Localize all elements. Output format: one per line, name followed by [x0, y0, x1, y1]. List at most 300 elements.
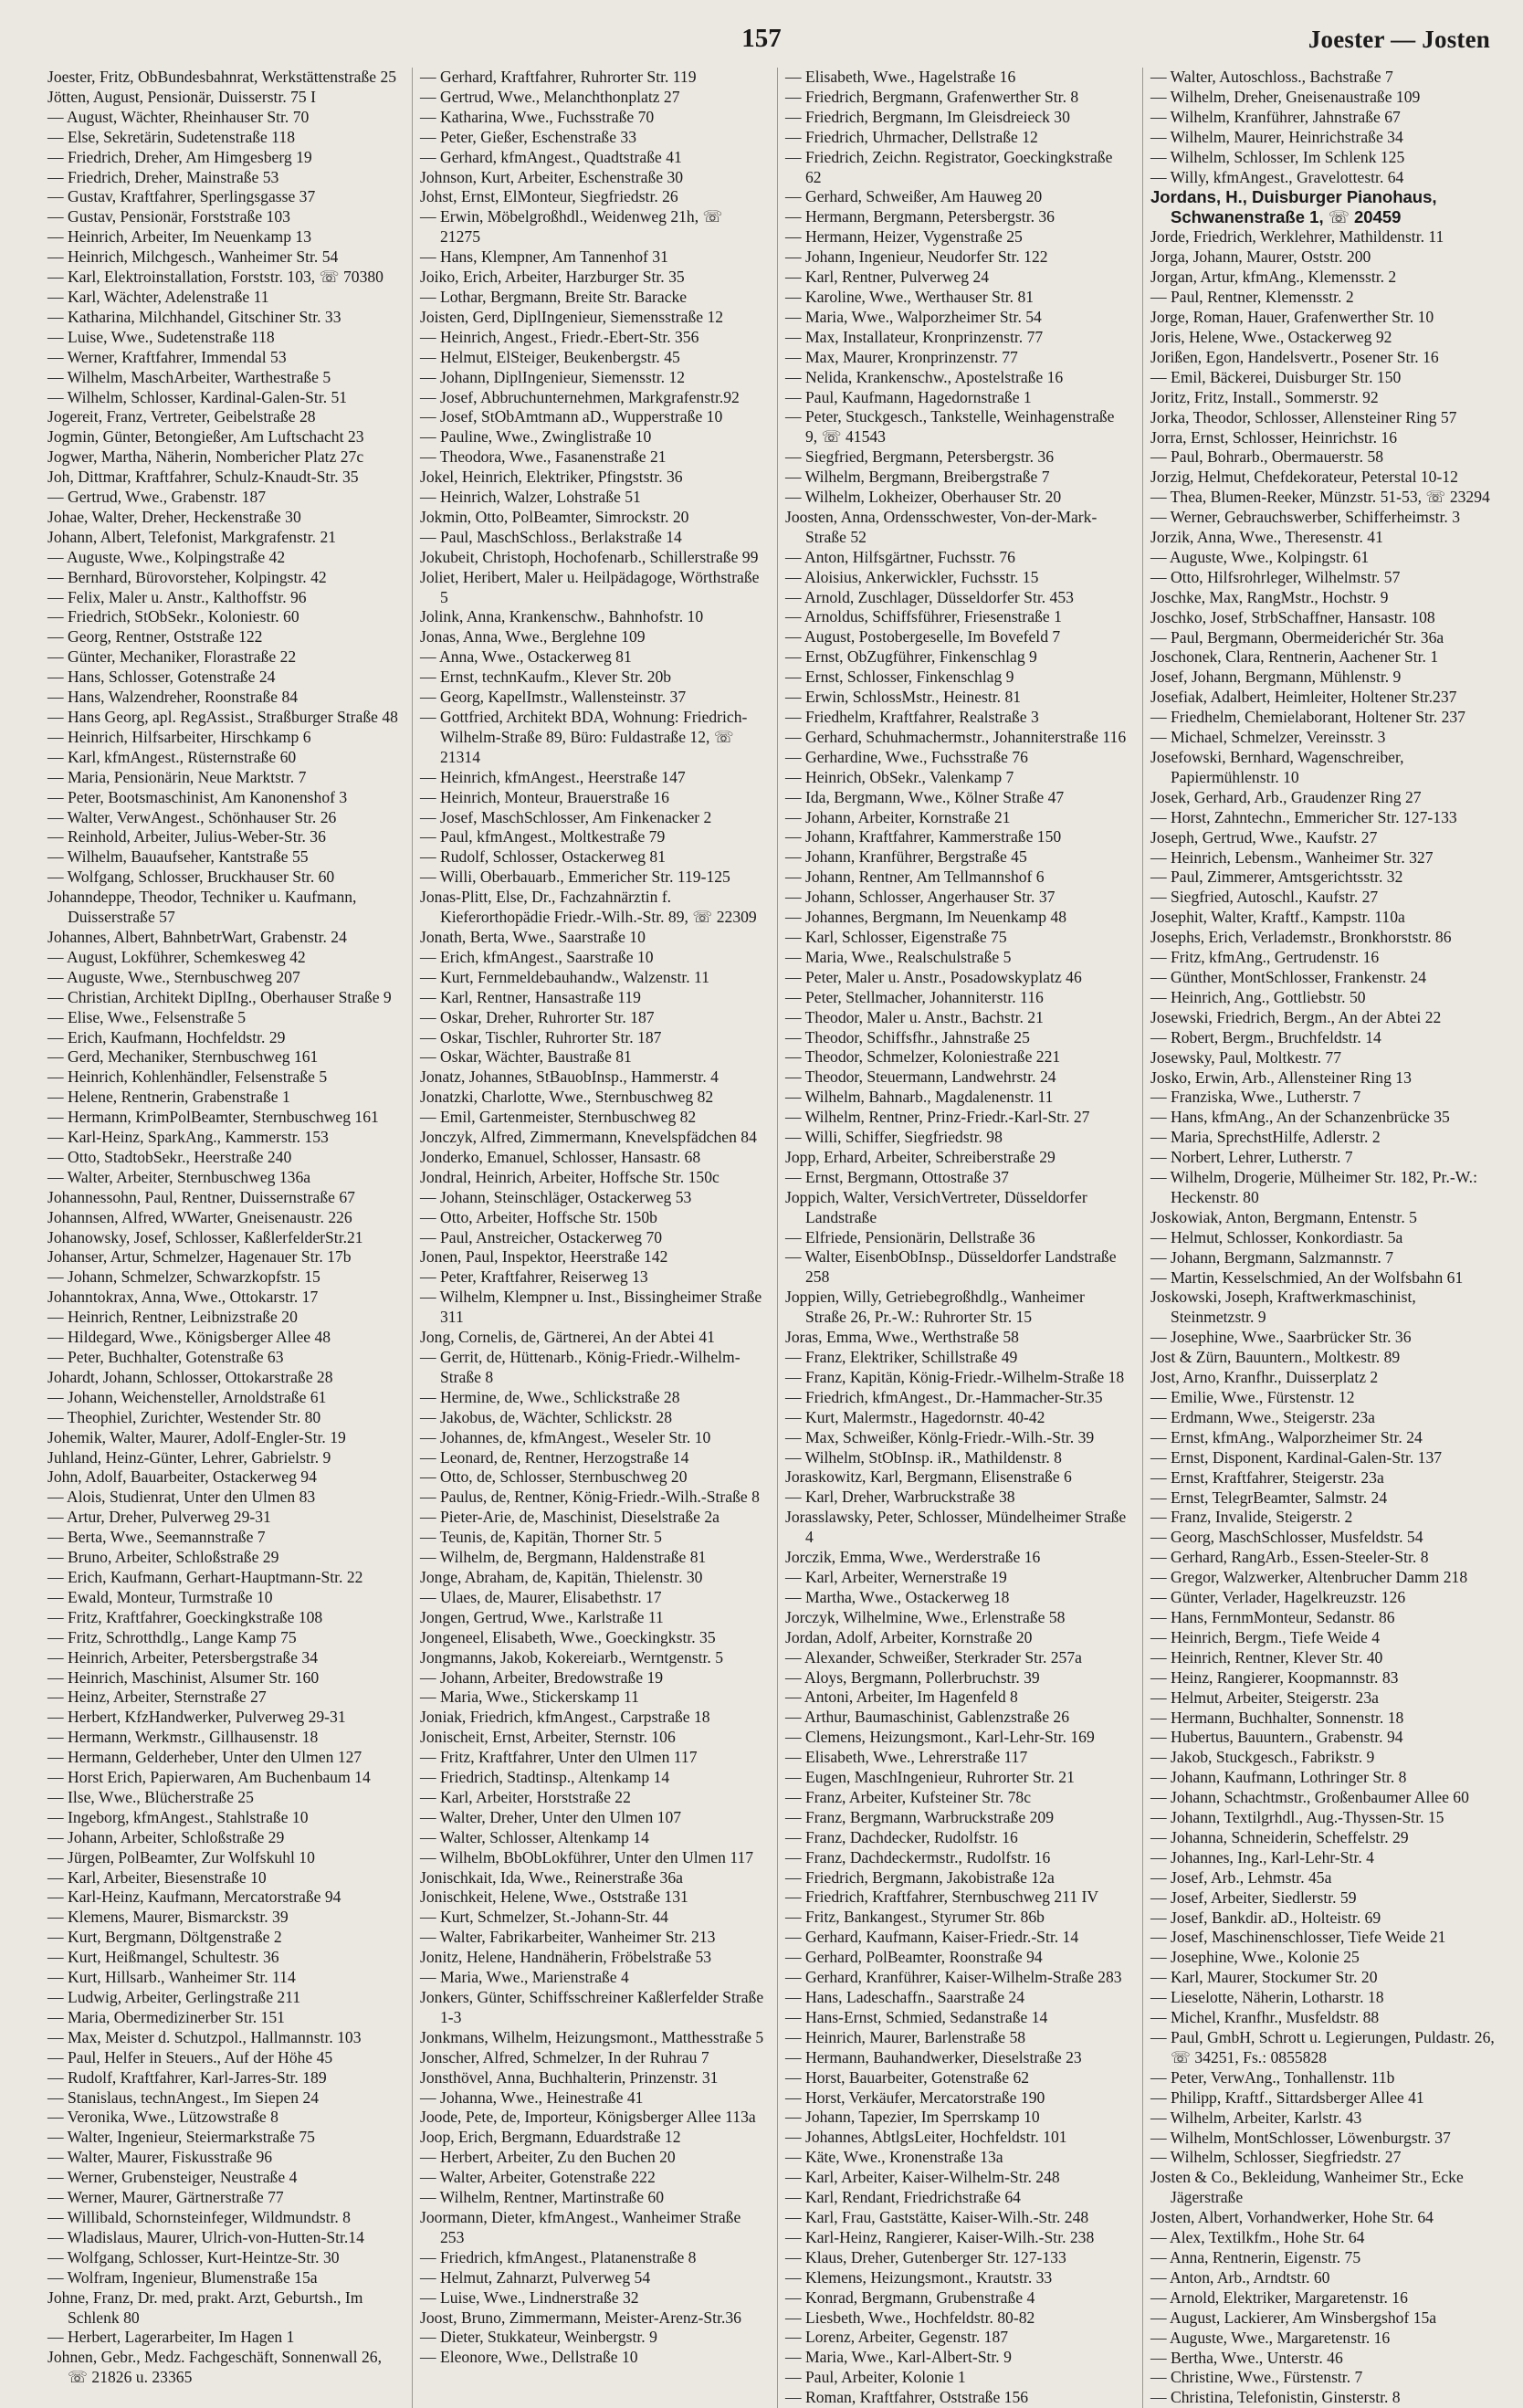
- directory-entry: — Anton, Hilfsgärtner, Fuchsstr. 76: [785, 547, 1015, 566]
- directory-entry: — Leonard, de, Rentner, Herzogstraße 14: [420, 1447, 689, 1467]
- directory-entry: — Hermann, Buchhalter, Sonnenstr. 18: [1150, 1708, 1404, 1727]
- directory-entry: Jonsthövel, Anna, Buchhalterin, Prinzenstr. 31: [420, 2067, 719, 2087]
- advertisement-entry: Jordans, H., Duisburger Pianohaus, Schwanenstraße 1, ☏ 20459: [1150, 187, 1437, 227]
- directory-entry: Jogwer, Martha, Näherin, Nombericher Platz 27c: [47, 447, 364, 467]
- directory-entry: — Luise, Wwe., Sudetenstraße 118: [47, 327, 275, 346]
- directory-entry: — Günter, Verlader, Hagelkreuzstr. 126: [1150, 1588, 1406, 1607]
- directory-entry: Jonischkeit, Helene, Wwe., Oststraße 131: [420, 1887, 688, 1907]
- directory-entry: John, Adolf, Bauarbeiter, Ostackerweg 94: [47, 1467, 317, 1487]
- directory-entry: — Friedrich, Kraftfahrer, Sternbuschweg 211 IV: [785, 1887, 1099, 1907]
- directory-entry: Jonischeit, Ernst, Arbeiter, Sternstr. 106: [420, 1728, 676, 1747]
- directory-entry: Josefiak, Adalbert, Heimleiter, Holtener Str.237: [1150, 688, 1457, 707]
- directory-entry: — Johann, Arbeiter, Bredowstraße 19: [420, 1667, 664, 1687]
- directory-entry: — Michael, Schmelzer, Vereinsstr. 3: [1150, 728, 1386, 747]
- directory-entry: — Ernst, technKaufm., Klever Str. 20b: [420, 668, 672, 687]
- directory-entry: — Josephine, Wwe., Kolonie 25: [1150, 1948, 1360, 1967]
- directory-entry: — Karl, Frau, Gaststätte, Kaiser-Wilh.-Str. 248: [785, 2207, 1089, 2226]
- directory-entry: — Else, Sekretärin, Sudetenstraße 118: [47, 127, 296, 146]
- directory-entry: — Fritz, Kraftfahrer, Goeckingkstraße 108: [47, 1607, 323, 1626]
- directory-entry: Joliet, Heribert, Maler u. Heilpädagoge, Wörthstraße 5: [420, 567, 760, 606]
- directory-entry: — Anton, Arb., Arndtstr. 60: [1150, 2267, 1330, 2287]
- page-number: 157: [741, 24, 782, 53]
- directory-entry: — Gerhard, Schuhmachermstr., Johanniterstraße 116: [785, 727, 1127, 746]
- directory-entry: — Alex, Textilkfm., Hohe Str. 64: [1150, 2228, 1365, 2247]
- directory-entry: — Wilhelm, Maurer, Heinrichstraße 34: [1150, 127, 1403, 146]
- directory-columns: [47, 68, 1495, 2408]
- directory-entry: — August, Lackierer, Am Winsbergshof 15a: [1150, 2308, 1437, 2327]
- directory-entry: — Klaus, Dreher, Gutenberger Str. 127-133: [785, 2247, 1066, 2266]
- directory-entry: — Karl, Maurer, Stockumer Str. 20: [1150, 1968, 1378, 1987]
- directory-entry: — Johanna, Wwe., Heinestraße 41: [420, 2087, 644, 2107]
- directory-entry: — Arnold, Zuschlager, Düsseldorfer Str. 453: [785, 587, 1074, 606]
- directory-entry: — Michel, Kranfhr., Musfeldstr. 88: [1150, 2008, 1380, 2027]
- directory-entry: — Bertha, Wwe., Unterstr. 46: [1150, 2348, 1343, 2367]
- directory-entry: Josten, Albert, Vorhandwerker, Hohe Str. 64: [1150, 2208, 1434, 2227]
- directory-entry: — Walter, Fabrikarbeiter, Wanheimer Str. 213: [420, 1928, 716, 1947]
- directory-entry: — Gertrud, Wwe., Melanchthonplatz 27: [420, 87, 680, 106]
- directory-entry: Johannsen, Alfred, WWarter, Gneisenaustr. 226: [47, 1207, 352, 1226]
- directory-entry: — Anna, Wwe., Ostackerweg 81: [420, 647, 632, 667]
- directory-entry: Joschko, Josef, StrbSchaffner, Hansastr. 108: [1150, 607, 1435, 626]
- directory-entry: — Wolfgang, Schlosser, Kurt-Heintze-Str. 30: [47, 2247, 340, 2266]
- directory-entry: Jondral, Heinrich, Arbeiter, Hoffsche Str. 150c: [420, 1167, 719, 1186]
- directory-entry: — Hans-Ernst, Schmied, Sedanstraße 14: [785, 2007, 1048, 2026]
- directory-entry: — Johann, Bergmann, Salzmannstr. 7: [1150, 1247, 1393, 1267]
- directory-entry: — Karl, Rentner, Hansastraße 119: [420, 987, 641, 1006]
- directory-entry: — Hans, Walzendreher, Roonstraße 84: [47, 688, 299, 707]
- directory-entry: — Gerhard, Kraftfahrer, Ruhrorter Str. 119: [420, 68, 697, 86]
- directory-entry: — Kurt, Malermstr., Hagedornstr. 40-42: [785, 1407, 1045, 1426]
- directory-entry: — Arnoldus, Schiffsführer, Friesenstraße 1: [785, 607, 1062, 626]
- directory-entry: — Josef, StObAmtmann aD., Wupperstraße 10: [420, 407, 723, 426]
- directory-entry: — Nelida, Krankenschw., Apostelstraße 16: [785, 367, 1064, 386]
- directory-entry: — Walter, Autoschloss., Bachstraße 7: [1150, 68, 1393, 86]
- directory-entry: Jorde, Friedrich, Werklehrer, Mathildenstr. 11: [1150, 227, 1444, 247]
- directory-entry: — Clemens, Heizungsmont., Karl-Lehr-Str. 169: [785, 1728, 1095, 1747]
- directory-entry: — Ilse, Wwe., Blücherstraße 25: [47, 1787, 254, 1806]
- directory-entry: — Kurt, Heißmangel, Schultestr. 36: [47, 1948, 279, 1967]
- directory-entry: — Karl, kfmAngest., Rüsternstraße 60: [47, 747, 297, 766]
- directory-entry: — Helmut, Schlosser, Konkordiastr. 5a: [1150, 1227, 1403, 1246]
- directory-entry: — Luise, Wwe., Lindnerstraße 32: [420, 2287, 639, 2307]
- directory-entry: Joras, Emma, Wwe., Werthstraße 58: [785, 1328, 1019, 1347]
- directory-entry: Jonkers, Günter, Schiffsschreiner Kaßlerfelder Straße 1-3: [420, 1988, 764, 2026]
- directory-entry: — Hildegard, Wwe., Königsberger Allee 48: [47, 1328, 331, 1347]
- directory-entry: — Berta, Wwe., Seemannstraße 7: [47, 1528, 266, 1547]
- directory-entry: Joop, Erich, Bergmann, Eduardstraße 12: [420, 2128, 681, 2147]
- directory-entry: Joniak, Friedrich, kfmAngest., Carpstraße 18: [420, 1708, 710, 1727]
- directory-entry: Jongen, Gertrud, Wwe., Karlstraße 11: [420, 1607, 664, 1626]
- directory-entry: Jordan, Adolf, Arbeiter, Kornstraße 20: [785, 1627, 1033, 1646]
- directory-entry: — Theodor, Maler u. Anstr., Bachstr. 21: [785, 1007, 1044, 1026]
- directory-entry: — Peter, Bootsmaschinist, Am Kanonenshof 3: [47, 787, 348, 806]
- directory-entry: — Franz, Dachdeckermstr., Rudolfstr. 16: [785, 1847, 1051, 1866]
- directory-entry: — Maria, Wwe., Realschulstraße 5: [785, 947, 1012, 966]
- directory-entry: Juhland, Heinz-Günter, Lehrer, Gabrielstr. 9: [47, 1447, 331, 1467]
- directory-entry: — Arthur, Baumaschinist, Gablenzstraße 26: [785, 1708, 1070, 1727]
- directory-entry: — Fritz, Schrotthdlg., Lange Kamp 75: [47, 1627, 297, 1646]
- directory-entry: — Hans, Klempner, Am Tannenhof 31: [420, 247, 668, 267]
- directory-entry: — Johann, Kraftfahrer, Kammerstraße 150: [785, 827, 1062, 846]
- directory-entry: — Bernhard, Bürovorsteher, Kolpingstr. 42: [47, 567, 327, 586]
- directory-entry: — Ernst, Schlosser, Finkenschlag 9: [785, 668, 1014, 687]
- directory-entry: Jötten, August, Pensionär, Duisserstr. 75 I: [47, 87, 316, 106]
- directory-entry: — Paul, Zimmerer, Amtsgerichtsstr. 32: [1150, 868, 1403, 887]
- directory-entry: — Ernst, TelegrBeamter, Salmstr. 24: [1150, 1488, 1388, 1507]
- directory-entry: — Johannes, AbtlgsLeiter, Hochfeldstr. 101: [785, 2128, 1067, 2147]
- directory-entry: — Wolfgang, Schlosser, Bruckhauser Str. 60: [47, 868, 335, 887]
- directory-entry: Jorzig, Helmut, Chefdekorateur, Peterstal 10-12: [1150, 468, 1458, 487]
- directory-entry: — Thea, Blumen-Reeker, Münzstr. 51-53, ☏ 23294: [1150, 488, 1490, 507]
- directory-entry: — Arnold, Elektriker, Margaretenstr. 16: [1150, 2287, 1408, 2307]
- directory-entry: Jost, Arno, Kranfhr., Duisserplatz 2: [1150, 1368, 1379, 1387]
- directory-entry: — Otto, Hilfsrohrleger, Wilhelmstr. 57: [1150, 567, 1401, 586]
- directory-entry: — Wilhelm, BbObLokführer, Unter den Ulmen 117: [420, 1847, 754, 1866]
- directory-entry: — Franz, Elektriker, Schillstraße 49: [785, 1348, 1018, 1366]
- directory-entry: Jogereit, Franz, Vertreter, Geibelstraße 28: [47, 407, 316, 426]
- directory-entry: Jonderko, Emanuel, Schlosser, Hansastr. 68: [420, 1147, 701, 1166]
- directory-entry: — Heinrich, Angest., Friedr.-Ebert-Str. 356: [420, 327, 699, 346]
- directory-entry: — Peter, Buchhalter, Gotenstraße 63: [47, 1348, 284, 1366]
- directory-entry: — Maria, Obermedizinerber Str. 151: [47, 2007, 285, 2026]
- directory-entry: — Christine, Wwe., Fürstenstr. 7: [1150, 2368, 1363, 2387]
- directory-entry: — Paul, Bergmann, Obermeiderichér Str. 36a: [1150, 627, 1444, 647]
- directory-entry: — Philipp, Kraftf., Sittardsberger Allee 41: [1150, 2087, 1424, 2107]
- directory-entry: — Ernst, kfmAng., Walporzheimer Str. 24: [1150, 1427, 1423, 1446]
- directory-entry: — Johannes, Ing., Karl-Lehr-Str. 4: [1150, 1847, 1374, 1866]
- directory-entry: — Hubertus, Bauuntern., Grabenstr. 94: [1150, 1728, 1403, 1747]
- directory-entry: Josko, Erwin, Arb., Allensteiner Ring 13: [1150, 1067, 1412, 1087]
- directory-entry: — Gustav, Kraftfahrer, Sperlingsgasse 37: [47, 187, 316, 206]
- directory-entry: — Josephine, Wwe., Saarbrücker Str. 36: [1150, 1328, 1412, 1347]
- directory-entry: — Gottfried, Architekt BDA, Wohnung: Friedrich-Wilhelm-Straße 89, Büro: Fuldastraße 12, ☏ 21314: [420, 708, 748, 766]
- directory-entry: — Helene, Rentnerin, Grabenstraße 1: [47, 1088, 290, 1107]
- directory-entry: Jorzik, Anna, Wwe., Theresenstr. 41: [1150, 528, 1383, 547]
- directory-entry: — Oskar, Wächter, Baustraße 81: [420, 1047, 632, 1067]
- directory-entry: — Max, Maurer, Kronprinzenstr. 77: [785, 347, 1018, 366]
- directory-entry: — Ingeborg, kfmAngest., Stahlstraße 10: [47, 1807, 309, 1826]
- directory-entry: — Franz, Arbeiter, Kufsteiner Str. 78c: [785, 1787, 1031, 1806]
- directory-entry: Jonatzki, Charlotte, Wwe., Sternbuschweg 82: [420, 1088, 714, 1107]
- directory-entry: — Gerhard, Schweißer, Am Hauweg 20: [785, 187, 1043, 206]
- directory-entry: Joraskowitz, Karl, Bergmann, Elisenstraße 6: [785, 1467, 1072, 1487]
- directory-entry: — Herbert, Lagerarbeiter, Im Hagen 1: [47, 2328, 295, 2347]
- directory-entry: — Aloisius, Ankerwickler, Fuchsstr. 15: [785, 567, 1039, 586]
- directory-entry: — Johann, Arbeiter, Schloßstraße 29: [47, 1827, 285, 1846]
- directory-entry: — Kurt, Hillsarb., Wanheimer Str. 114: [47, 1968, 296, 1987]
- directory-entry: — Hermann, Werkmstr., Gillhausenstr. 18: [47, 1728, 319, 1747]
- directory-entry: Josek, Gerhard, Arb., Graudenzer Ring 27: [1150, 787, 1422, 806]
- directory-entry: — Georg, Rentner, Oststraße 122: [47, 627, 263, 647]
- directory-entry: — Hans, Ladeschaffn., Saarstraße 24: [785, 1988, 1025, 2006]
- directory-entry: — Franz, Invalide, Steigerstr. 2: [1150, 1508, 1353, 1527]
- directory-entry: — Otto, StadtobSekr., Heerstraße 240: [47, 1147, 292, 1166]
- directory-entry: Joskowiak, Anton, Bergmann, Entenstr. 5: [1150, 1207, 1417, 1226]
- directory-entry: — Emil, Bäckerei, Duisburger Str. 150: [1150, 367, 1402, 386]
- directory-entry: Jongeneel, Elisabeth, Wwe., Goeckingkstr. 35: [420, 1627, 716, 1646]
- directory-entry: — Otto, Arbeiter, Hoffsche Str. 150b: [420, 1207, 657, 1226]
- directory-entry: — Helmut, Zahnarzt, Pulverweg 54: [420, 2267, 651, 2287]
- directory-entry: — Günter, Mechaniker, Florastraße 22: [47, 647, 297, 667]
- directory-entry: — Fritz, kfmAng., Gertrudenstr. 16: [1150, 948, 1380, 967]
- directory-entry: Jonscher, Alfred, Schmelzer, In der Ruhrau 7: [420, 2047, 709, 2066]
- directory-entry: Johae, Walter, Dreher, Heckenstraße 30: [47, 507, 301, 526]
- directory-entry: — Erwin, Möbelgroßhdl., Weidenweg 21h, ☏ 21275: [420, 207, 723, 247]
- directory-entry: — Theophiel, Zurichter, Westender Str. 80: [47, 1407, 321, 1426]
- directory-entry: Jonatz, Johannes, StBauobInsp., Hammerstr. 4: [420, 1067, 719, 1087]
- directory-entry: — Paul, GmbH, Schrott u. Legierungen, Puldastr. 26, ☏ 34251, Fs.: 0855828: [1150, 2028, 1495, 2066]
- directory-entry: — Heinrich, ObSekr., Valenkamp 7: [785, 767, 1014, 786]
- directory-entry: — Heinz, Arbeiter, Sternstraße 27: [47, 1688, 267, 1707]
- directory-entry: — Norbert, Lehrer, Lutherstr. 7: [1150, 1148, 1353, 1167]
- directory-entry: — Johann, Schachtmstr., Großenbaumer Allee 60: [1150, 1788, 1469, 1807]
- directory-entry: — Karl-Heinz, Kaufmann, Mercatorstraße 94: [47, 1887, 341, 1907]
- directory-entry: — Rudolf, Schlosser, Ostackerweg 81: [420, 847, 667, 867]
- directory-entry: Johanndeppe, Theodor, Techniker u. Kaufmann, Duisserstraße 57: [47, 888, 357, 927]
- directory-entry: — Max, Installateur, Kronprinzenstr. 77: [785, 327, 1044, 346]
- directory-entry: — Johannes, de, kfmAngest., Weseler Str. 10: [420, 1427, 711, 1446]
- directory-entry: — Josef, Arbeiter, Siedlerstr. 59: [1150, 1887, 1357, 1907]
- directory-entry: — Fritz, Kraftfahrer, Unter den Ulmen 117: [420, 1748, 698, 1767]
- directory-entry: — Wilhelm, Klempner u. Inst., Bissingheimer Straße 311: [420, 1288, 762, 1327]
- directory-entry: Johann, Albert, Telefonist, Markgrafenstr. 21: [47, 527, 337, 546]
- directory-entry: — Klemens, Maurer, Bismarckstr. 39: [47, 1908, 289, 1927]
- directory-entry: — Ludwig, Arbeiter, Gerlingstraße 211: [47, 1988, 301, 2006]
- directory-entry: — August, Postobergeselle, Im Bovefeld 7: [785, 627, 1061, 647]
- directory-entry: — Walter, EisenbObInsp., Düsseldorfer Landstraße 258: [785, 1247, 1117, 1287]
- directory-entry: Josewski, Friedrich, Bergm., An der Abtei 22: [1150, 1007, 1442, 1026]
- directory-entry: — Kurt, Schmelzer, St.-Johann-Str. 44: [420, 1908, 668, 1927]
- directory-entry: — Hans, FernmMonteur, Sedanstr. 86: [1150, 1607, 1395, 1626]
- directory-entry: — Johann, Ingenieur, Neudorfer Str. 122: [785, 247, 1048, 267]
- directory-entry: — Friedrich, Zeichn. Registrator, Goeckingkstraße 62: [785, 147, 1113, 186]
- directory-entry: — Artur, Dreher, Pulverweg 29-31: [47, 1508, 271, 1527]
- directory-entry: — Christian, Architekt DiplIng., Oberhauser Straße 9: [47, 987, 392, 1006]
- directory-entry: — Ulaes, de, Maurer, Elisabethstr. 17: [420, 1587, 662, 1606]
- directory-entry: — Walter, Schlosser, Altenkamp 14: [420, 1827, 649, 1846]
- directory-entry: — Paul, Bohrarb., Obermauerstr. 58: [1150, 447, 1384, 467]
- directory-entry: — Paul, Helfer in Steuers., Auf der Höhe 45: [47, 2047, 333, 2066]
- directory-entry: — Peter, VerwAng., Tonhallenstr. 11b: [1150, 2067, 1395, 2087]
- directory-entry: Jorczyk, Wilhelmine, Wwe., Erlenstraße 58: [785, 1607, 1066, 1626]
- directory-entry: — Heinrich, Bergm., Tiefe Weide 4: [1150, 1627, 1381, 1646]
- directory-entry: Jorißen, Egon, Handelsvertr., Posener Str. 16: [1150, 347, 1439, 366]
- directory-entry: — Willi, Oberbauarb., Emmericher Str. 119-125: [420, 868, 730, 887]
- directory-entry: Jorga, Johann, Maurer, Oststr. 200: [1150, 247, 1371, 267]
- directory-entry: — Johann, Tapezier, Im Sperrskamp 10: [785, 2108, 1040, 2127]
- directory-entry: — Martha, Wwe., Ostackerweg 18: [785, 1587, 1010, 1606]
- directory-entry: — Friedrich, Dreher, Mainstraße 53: [47, 167, 279, 186]
- directory-entry: — Maria, Pensionärin, Neue Marktstr. 7: [47, 767, 307, 786]
- directory-entry: — Johann, Kranführer, Bergstraße 45: [785, 847, 1027, 867]
- directory-entry: — Erich, Kaufmann, Hochfeldstr. 29: [47, 1027, 286, 1046]
- directory-entry: Jonitz, Helene, Handnäherin, Fröbelstraße 53: [420, 1948, 712, 1967]
- directory-entry: — Wolfram, Ingenieur, Blumenstraße 15a: [47, 2267, 318, 2287]
- directory-entry: — Martin, Kesselschmied, An der Wolfsbahn 61: [1150, 1267, 1464, 1287]
- directory-entry: Jokmin, Otto, PolBeamter, Simrockstr. 20: [420, 507, 689, 526]
- directory-entry: — Felix, Maler u. Anstr., Kalthoffstr. 96: [47, 587, 307, 606]
- directory-entry: Joseph, Gertrud, Wwe., Kaufstr. 27: [1150, 827, 1378, 846]
- directory-entry: — Jakob, Stuckgesch., Fabrikstr. 9: [1150, 1748, 1375, 1767]
- directory-entry: — Robert, Bergm., Bruchfeldstr. 14: [1150, 1027, 1381, 1046]
- directory-entry: — Elisabeth, Wwe., Lehrerstraße 117: [785, 1748, 1028, 1767]
- directory-entry: — Heinrich, Hilfsarbeiter, Hirschkamp 6: [47, 727, 311, 746]
- directory-entry: — Gertrud, Wwe., Grabenstr. 187: [47, 488, 267, 507]
- directory-entry: — Emilie, Wwe., Fürstenstr. 12: [1150, 1388, 1355, 1406]
- directory-entry: — Karl, Dreher, Warbruckstraße 38: [785, 1488, 1015, 1507]
- directory-entry: Joris, Helene, Wwe., Ostackerweg 92: [1150, 327, 1392, 346]
- directory-entry: — Eleonore, Wwe., Dellstraße 10: [420, 2348, 638, 2367]
- directory-entry: Jokel, Heinrich, Elektriker, Pfingststr. 36: [420, 468, 683, 487]
- directory-entry: Josten & Co., Bekleidung, Wanheimer Str., Ecke Jägerstraße: [1150, 2168, 1464, 2207]
- directory-entry: — Gerhard, Kaufmann, Kaiser-Friedr.-Str. 14: [785, 1928, 1079, 1947]
- directory-entry: Jonkmans, Wilhelm, Heizungsmont., Matthesstraße 5: [420, 2027, 764, 2046]
- directory-entry: — Johann, Schmelzer, Schwarzkopfstr. 15: [47, 1267, 320, 1287]
- directory-entry: — Paul, Arbeiter, Kolonie 1: [785, 2368, 966, 2387]
- directory-entry: Johannes, Albert, BahnbetrWart, Grabenstr. 24: [47, 927, 347, 946]
- directory-entry: — Wilhelm, Bauaufseher, Kantstraße 55: [47, 847, 309, 867]
- directory-entry: Jorgan, Artur, kfmAng., Klemensstr. 2: [1150, 268, 1397, 287]
- running-head: Joester — Josten: [1308, 26, 1490, 53]
- directory-entry: — Wilhelm, Kranführer, Jahnstraße 67: [1150, 107, 1401, 126]
- column-4: [1142, 68, 1498, 2408]
- directory-entry: — Wilhelm, de, Bergmann, Haldenstraße 81: [420, 1548, 707, 1567]
- directory-entry: — Stanislaus, technAngest., Im Siepen 24: [47, 2087, 320, 2107]
- directory-entry: Jonath, Berta, Wwe., Saarstraße 10: [420, 927, 646, 946]
- directory-entry: — Erich, Kaufmann, Gerhart-Hauptmann-Str. 22: [47, 1567, 363, 1586]
- directory-entry: — Willi, Schiffer, Siegfriedstr. 98: [785, 1128, 1003, 1147]
- directory-entry: — Werner, Gebrauchswerber, Schifferheimstr. 3: [1150, 508, 1460, 527]
- column-2: [412, 68, 764, 2408]
- directory-entry: — Reinhold, Arbeiter, Julius-Weber-Str. 36: [47, 827, 326, 846]
- directory-entry: — Werner, Grubensteiger, Neustraße 4: [47, 2168, 298, 2187]
- directory-entry: — Walter, Maurer, Fiskusstraße 96: [47, 2148, 273, 2167]
- directory-entry: — Veronika, Wwe., Lützowstraße 8: [47, 2108, 278, 2127]
- directory-entry: Jonas-Plitt, Else, Dr., Fachzahnärztin f. Kieferorthopädie Friedr.-Wilh.-Str. 89, ☏ 22309: [420, 888, 757, 927]
- page-header: [0, 0, 1523, 55]
- directory-entry: Johanntokrax, Anna, Wwe., Ottokarstr. 17: [47, 1288, 319, 1307]
- directory-entry: Johnen, Gebr., Medz. Fachgeschäft, Sonnenwall 26, ☏ 21826 u. 23365: [47, 2348, 382, 2387]
- directory-entry: — Gregor, Walzwerker, Altenbrucher Damm 218: [1150, 1568, 1468, 1587]
- directory-entry: — Franz, Dachdecker, Rudolfstr. 16: [785, 1827, 1018, 1846]
- directory-entry: — Hans, Schlosser, Gotenstraße 24: [47, 668, 276, 687]
- directory-entry: — Johann, Arbeiter, Kornstraße 21: [785, 807, 1011, 826]
- directory-entry: — Ewald, Monteur, Turmstraße 10: [47, 1587, 273, 1606]
- directory-entry: — Werner, Maurer, Gärtnerstraße 77: [47, 2188, 284, 2207]
- directory-entry: — Walter, Dreher, Unter den Ulmen 107: [420, 1807, 682, 1826]
- directory-entry: Joppich, Walter, VersichVertreter, Düsseldorfer Landstraße: [785, 1187, 1087, 1226]
- directory-entry: — Ernst, Disponent, Kardinal-Galen-Str. 137: [1150, 1447, 1443, 1467]
- directory-entry: Joost, Bruno, Zimmermann, Meister-Arenz-Str.36: [420, 2308, 741, 2327]
- directory-entry: Jonischkait, Ida, Wwe., Reinerstraße 36a: [420, 1867, 683, 1887]
- directory-entry: — Heinrich, Maurer, Barlenstraße 58: [785, 2027, 1026, 2046]
- directory-entry: — Werner, Kraftfahrer, Immendal 53: [47, 347, 287, 366]
- directory-entry: — Gerd, Mechaniker, Sternbuschweg 161: [47, 1047, 319, 1067]
- directory-entry: — Max, Schweißer, Könlg-Friedr.-Wilh.-Str. 39: [785, 1427, 1095, 1446]
- directory-entry: — Friedrich, Dreher, Am Himgesberg 19: [47, 147, 312, 166]
- directory-entry: — Franz, Bergmann, Warbruckstraße 209: [785, 1807, 1055, 1826]
- directory-entry: — Wilhelm, StObInsp. iR., Mathildenstr. 8: [785, 1447, 1062, 1467]
- directory-entry: — Friedrich, kfmAngest., Platanenstraße 8: [420, 2247, 697, 2266]
- directory-entry: — Karl, Arbeiter, Horststraße 22: [420, 1787, 631, 1806]
- directory-entry: — Hans, kfmAng., An der Schanzenbrücke 35: [1150, 1108, 1450, 1127]
- directory-entry: — Karl, Rentner, Pulverweg 24: [785, 268, 990, 287]
- directory-entry: — Auguste, Wwe., Margaretenstr. 16: [1150, 2328, 1391, 2347]
- directory-entry: — Wilhelm, MaschArbeiter, Warthestraße 5: [47, 367, 331, 386]
- directory-entry: — Wilhelm, Arbeiter, Karlstr. 43: [1150, 2108, 1362, 2127]
- directory-entry: — Rudolf, Kraftfahrer, Karl-Jarres-Str. 189: [47, 2067, 327, 2087]
- directory-entry: Joritz, Fritz, Install., Sommerstr. 92: [1150, 387, 1379, 406]
- directory-entry: — Theodor, Schmelzer, Koloniestraße 221: [785, 1047, 1061, 1067]
- directory-entry: — Friedrich, Bergmann, Grafenwerther Str. 8: [785, 87, 1079, 106]
- directory-entry: — Walter, VerwAngest., Schönhauser Str. 26: [47, 807, 337, 826]
- directory-entry: — August, Wächter, Rheinhauser Str. 70: [47, 107, 310, 126]
- directory-entry: — Friedrich, StObSekr., Koloniestr. 60: [47, 607, 299, 626]
- directory-entry: — Theodora, Wwe., Fasanenstraße 21: [420, 447, 667, 467]
- directory-entry: — Heinrich, Maschinist, Alsumer Str. 160: [47, 1667, 320, 1687]
- directory-entry: — Maria, Wwe., Karl-Albert-Str. 9: [785, 2348, 1012, 2367]
- directory-entry: — Wilhelm, Schlosser, Siegfriedstr. 27: [1150, 2148, 1402, 2167]
- directory-entry: — Pauline, Wwe., Zwinglistraße 10: [420, 427, 652, 447]
- directory-entry: — Willy, kfmAngest., Gravelottestr. 64: [1150, 167, 1404, 186]
- directory-entry: — Max, Meister d. Schutzpol., Hallmannstr. 103: [47, 2027, 362, 2046]
- directory-entry: — Pieter-Arie, de, Maschinist, Dieselstraße 2a: [420, 1508, 719, 1527]
- directory-entry: — Heinrich, Kohlenhändler, Felsenstraße 5: [47, 1067, 328, 1087]
- directory-entry: — Auguste, Wwe., Kolpingstr. 61: [1150, 547, 1370, 566]
- directory-entry: — Anna, Rentnerin, Eigenstr. 75: [1150, 2247, 1361, 2266]
- directory-entry: — Elise, Wwe., Felsenstraße 5: [47, 1007, 247, 1026]
- directory-entry: — Johann, Textilgrhdl., Aug.-Thyssen-Str. 15: [1150, 1808, 1444, 1827]
- directory-entry: Joschke, Max, RangMstr., Hochstr. 9: [1150, 587, 1389, 606]
- directory-entry: — Gerhardine, Wwe., Fuchsstraße 76: [785, 747, 1028, 766]
- directory-entry: Josefowski, Bernhard, Wagenschreiber, Papiermühlenstr. 10: [1150, 748, 1404, 786]
- directory-entry: — Herbert, Arbeiter, Zu den Buchen 20: [420, 2148, 676, 2167]
- directory-entry: Johanser, Artur, Schmelzer, Hagenauer Str. 17b: [47, 1247, 352, 1267]
- directory-entry: — Franziska, Wwe., Lutherstr. 7: [1150, 1088, 1361, 1107]
- directory-entry: — Dieter, Stukkateur, Weinbergstr. 9: [420, 2328, 657, 2347]
- directory-entry: — Friedrich, kfmAngest., Dr.-Hammacher-Str.35: [785, 1387, 1103, 1406]
- directory-entry: — Wilhelm, Rentner, Prinz-Friedr.-Karl-Str. 27: [785, 1108, 1090, 1127]
- directory-entry: — Karl, Arbeiter, Wernerstraße 19: [785, 1567, 1007, 1586]
- directory-entry: — Wilhelm, Lokheizer, Oberhauser Str. 20: [785, 488, 1062, 507]
- directory-entry: — Peter, Gießer, Eschenstraße 33: [420, 127, 636, 146]
- directory-entry: — Peter, Stellmacher, Johanniterstr. 116: [785, 987, 1044, 1006]
- directory-entry: — Paulus, de, Rentner, König-Friedr.-Wilh.-Straße 8: [420, 1488, 760, 1507]
- directory-entry: — Lothar, Bergmann, Breite Str. Baracke: [420, 287, 688, 306]
- directory-entry: — Friedrich, Bergmann, Im Gleisdreieck 30: [785, 107, 1070, 126]
- directory-entry: — Hans Georg, apl. RegAssist., Straßburger Straße 48: [47, 708, 398, 726]
- directory-entry: — Heinrich, Walzer, Lohstraße 51: [420, 488, 641, 507]
- directory-entry: — Ernst, Bergmann, Ottostraße 37: [785, 1167, 1009, 1186]
- directory-entry: Johannessohn, Paul, Rentner, Duissernstraße 67: [47, 1187, 355, 1206]
- directory-entry: — Wilhelm, Rentner, Martinstraße 60: [420, 2188, 664, 2207]
- directory-entry: — Johannes, Bergmann, Im Neuenkamp 48: [785, 908, 1066, 927]
- directory-entry: — Johann, DiplIngenieur, Siemensstr. 12: [420, 367, 686, 386]
- directory-entry: Joester, Fritz, ObBundesbahnrat, Werkstättenstraße 25: [47, 68, 397, 86]
- directory-entry: — Franz, Kapitän, König-Friedr.-Wilhelm-Straße 18: [785, 1367, 1125, 1386]
- directory-entry: Jonczyk, Alfred, Zimmermann, Knevelspfädchen 84: [420, 1128, 757, 1147]
- directory-entry: — Gerhard, RangArb., Essen-Steeler-Str. 8: [1150, 1548, 1429, 1567]
- directory-entry: — Georg, MaschSchlosser, Musfeldstr. 54: [1150, 1528, 1423, 1547]
- directory-entry: — Auguste, Wwe., Sternbuschweg 207: [47, 967, 300, 986]
- directory-entry: — Paul, kfmAngest., Moltkestraße 79: [420, 827, 666, 846]
- directory-entry: — Karl, Arbeiter, Kaiser-Wilhelm-Str. 248: [785, 2168, 1060, 2187]
- directory-entry: Jorasslawsky, Peter, Schlosser, Mündelheimer Straße 4: [785, 1508, 1127, 1547]
- directory-entry: — Johann, Kaufmann, Lothringer Str. 8: [1150, 1768, 1407, 1787]
- directory-entry: — Horst, Verkäufer, Mercatorstraße 190: [785, 2087, 1045, 2107]
- directory-entry: — Paul, Anstreicher, Ostackerweg 70: [420, 1227, 663, 1246]
- directory-entry: — Gustav, Pensionär, Forststraße 103: [47, 207, 290, 226]
